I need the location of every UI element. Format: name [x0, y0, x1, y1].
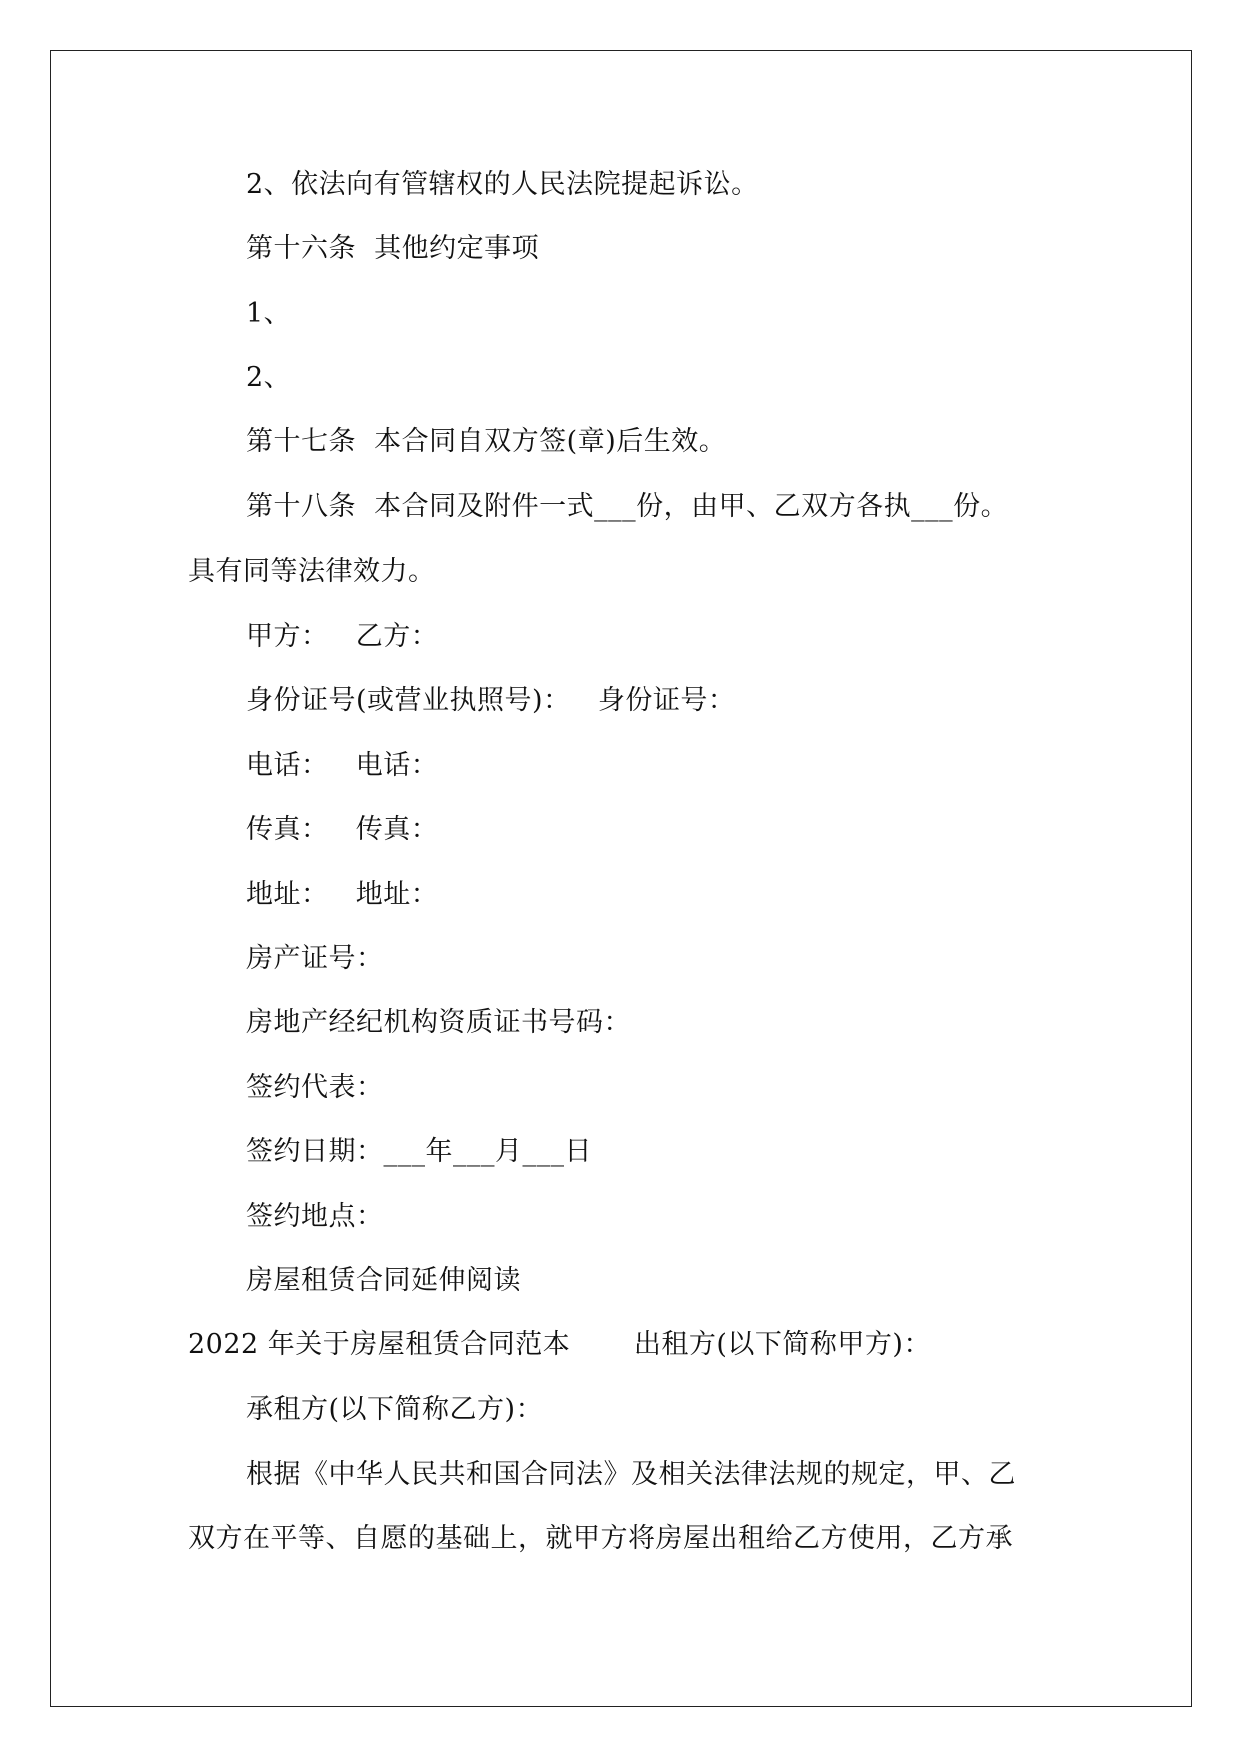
lessee-label: 承租方(以下简称乙方)：	[246, 1394, 544, 1425]
phone-labels: 电话： 电话：	[246, 750, 439, 781]
article-16-heading: 第十六条 其他约定事项	[246, 233, 540, 264]
other-matter-item-1: 1、	[246, 298, 292, 329]
sample-title-lessor: 2022 年关于房屋租赁合同范本 出租方(以下简称甲方)：	[188, 1329, 931, 1360]
signing-date-label: 签约日期：___年___月___日	[246, 1136, 592, 1167]
fax-labels: 传真： 传真：	[246, 814, 439, 845]
signing-rep-label: 签约代表：	[246, 1072, 384, 1103]
other-matter-item-2: 2、	[246, 362, 292, 393]
address-labels: 地址： 地址：	[246, 879, 439, 910]
article-17: 第十七条 本合同自双方签(章)后生效。	[246, 426, 727, 457]
article-18: 第十八条 本合同及附件一式___份，由甲、乙双方各执___份。	[246, 491, 1009, 522]
article-18-continued: 具有同等法律效力。	[188, 556, 436, 587]
clause-lawsuit-item: 2、依法向有管辖权的人民法院提起诉讼。	[246, 169, 759, 200]
id-number-labels: 身份证号(或营业执照号)： 身份证号：	[246, 685, 736, 716]
property-cert-label: 房产证号：	[246, 943, 384, 974]
signing-place-label: 签约地点：	[246, 1201, 384, 1232]
extended-reading-heading: 房屋租赁合同延伸阅读	[246, 1265, 521, 1296]
agency-cert-label: 房地产经纪机构资质证书号码：	[246, 1007, 631, 1038]
preamble-line-1: 根据《中华人民共和国合同法》及相关法律法规的规定，甲、乙	[246, 1459, 1016, 1490]
party-labels: 甲方： 乙方：	[246, 621, 439, 652]
preamble-line-2: 双方在平等、自愿的基础上，就甲方将房屋出租给乙方使用，乙方承	[188, 1523, 1013, 1554]
